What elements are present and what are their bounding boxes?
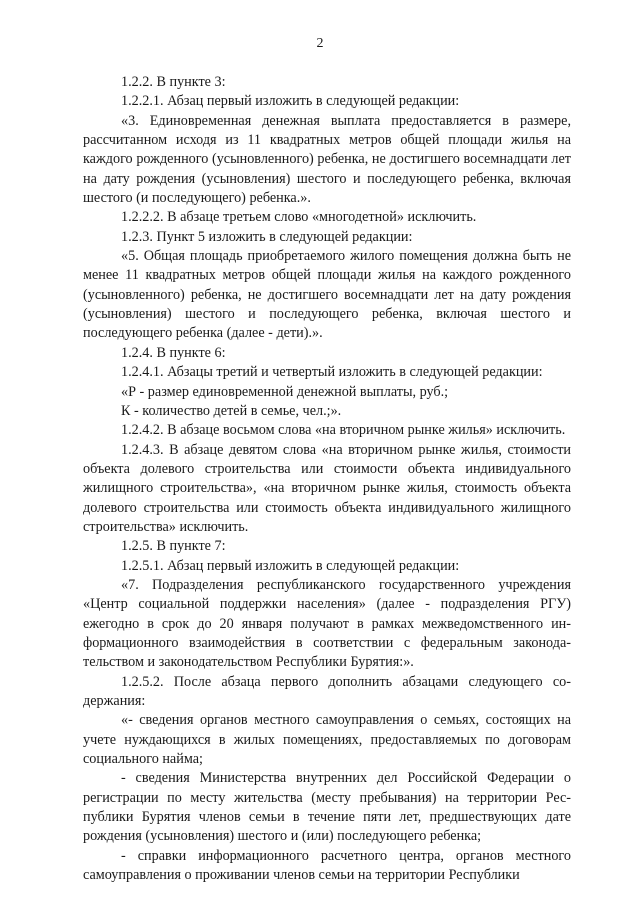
paragraph-item-3-text: «3. Единовременная денежная выплата предоставляется в размере, рассчитанном исходя из 11 квадратных метров общей площади жилья на каждого рожденного (усыновленного) ребенка, не достигшего восемнадцати лет на дату рождения (усыновления) шестого и последующего ребенка, включая шестого (и последующего) ребенка.». <box>83 112 571 207</box>
document-body <box>83 73 571 885</box>
paragraph-1-2-4-1: 1.2.4.1. Абзацы третий и четвертый изложить в следующей редакции: <box>121 364 543 381</box>
paragraph-1-2-3: 1.2.3. Пункт 5 изложить в следующей редакции: <box>121 228 413 245</box>
paragraph-1-2-5-2: 1.2.5.2. После абзаца первого дополнить абзацами следующего содержания: <box>83 673 571 709</box>
paragraph-1-2-2: 1.2.2. В пункте 3: <box>121 74 226 90</box>
paragraph-1-2-2-1: 1.2.2.1. Абзац первый изложить в следующей редакции: <box>121 93 460 110</box>
paragraph-list-mvd: - сведения Министерства внутренних дел Российской Федерации о регистрации по месту жительства (месту пребывания) на территории Республики Бурятия членов семьи в течение пяти лет, предшествующих дате рождения (усыновления) шестого и (или) последующего ребенка; <box>83 770 571 845</box>
paragraph-1-2-4-2: 1.2.4.2. В абзаце восьмом слова «на вторичном рынке жилья» исключить. <box>121 422 566 439</box>
paragraph-1-2-5-1: 1.2.5.1. Абзац первый изложить в следующей редакции: <box>121 557 460 574</box>
paragraph-1-2-2-2: 1.2.2.2. В абзаце третьем слово «многодетной» исключить. <box>121 209 477 226</box>
paragraph-item-7-text: «7. Подразделения республиканского государственного учреждения «Центр социальной поддержки населения» (далее - подразделения РГУ) ежегодно в срок до 20 января получают в рамках межведомственного информационного взаимодействия в соответствии с федеральным законодательством и законодательством Республики Бурятия:». <box>83 576 571 671</box>
paragraph-list-info-center: - справки информационного расчетного центра, органов местного самоуправления о проживании членов семьи на территории Республики <box>83 847 571 884</box>
paragraph-formula-k: К - количество детей в семье, чел.;». <box>121 402 342 419</box>
paragraph-1-2-5: 1.2.5. В пункте 7: <box>121 538 226 555</box>
paragraph-formula-p: «Р - размер единовременной денежной выплаты, руб.; <box>121 383 449 400</box>
paragraph-1-2-4-3: 1.2.4.3. В абзаце девятом слова «на вторичном рынке жилья, стоимости объекта долевого строительства или стоимости объекта индивидуального жилищного строительства», «на вторичном рынке жилья, стоимость объекта долевого строительства или стоимость объекта индивидуального жилищного строительства» исключить. <box>83 441 571 535</box>
paragraph-list-local-government: «- сведения органов местного самоуправления о семьях, состоящих на учете нуждающихся в жилых помещениях, предоставляемых по договорам социального найма; <box>83 712 571 768</box>
page-number: 2 <box>316 36 324 51</box>
paragraph-item-5-text: «5. Общая площадь приобретаемого жилого помещения должна быть не менее 11 квадратных метров общей площади жилья на каждого рожденного (усыновленного) ребенка, не достигшего восемнадцати лет на дату рождения (усыновления) шестого и последующего ребенка, включая шестого и последующего ребенка (далее - дети).». <box>83 248 571 342</box>
paragraph-1-2-4: 1.2.4. В пункте 6: <box>121 344 226 361</box>
